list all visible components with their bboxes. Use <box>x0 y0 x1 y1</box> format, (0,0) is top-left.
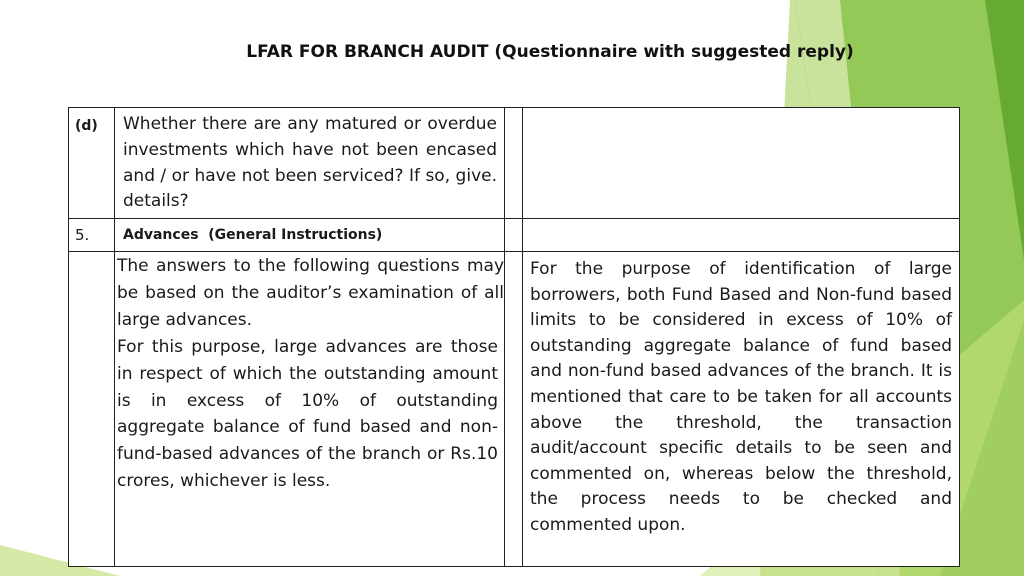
table-border <box>68 107 69 567</box>
row-label: (d) <box>75 118 98 134</box>
reply-text: For the purpose of identification of large borrowers, both Fund Based and Non-fund based limits to be considered in excess of 10% of outstanding aggregate balance of fund based and non-fund based advances of the branch. It is mentioned that care to be taken for all accounts above the threshold, the transaction audit/account specific details to be seen and commented on, whereas below the threshold, the process needs to be checked and commented upon. <box>530 259 952 535</box>
table-border <box>68 566 960 567</box>
column-divider <box>114 107 115 567</box>
question-text: For this purpose, large advances are those in respect of which the outstanding amount is in excess of 10% of outstanding aggregate balance of fund based and non-fund-based advances of the branch or Rs.10 crores, whichever is less. <box>117 337 498 491</box>
row-divider <box>68 218 960 219</box>
page-title: LFAR FOR BRANCH AUDIT (Questionnaire with suggested reply) <box>246 42 854 62</box>
row-label: 5. <box>75 226 90 244</box>
section-heading: Advances (General Instructions) <box>123 227 383 243</box>
question-text: The answers to the following questions may be based on the auditor’s examination of all large advances. <box>117 256 504 330</box>
row-divider <box>68 251 960 252</box>
column-divider <box>504 107 505 567</box>
table-border <box>959 107 960 567</box>
table-border <box>68 107 960 108</box>
column-divider <box>522 107 523 567</box>
question-text: Whether there are any matured or overdue investments which have not been encased and / or have not been serviced? If so, give. details? <box>123 114 497 212</box>
